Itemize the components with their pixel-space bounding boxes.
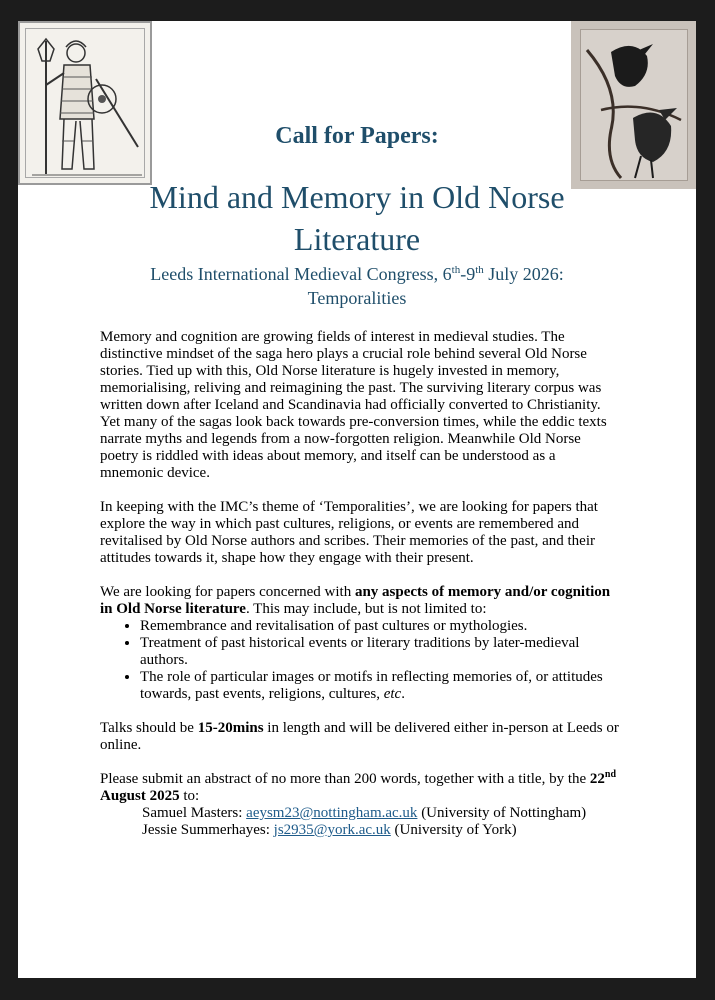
medieval-warrior-woodcut-icon [25,28,145,178]
ravens-on-branch-icon [580,29,688,181]
document-body [100,329,620,839]
scope-paragraph [100,584,620,618]
format-text: in length and will be delivered either in-person at Leeds or online. [100,720,619,753]
contact-line [100,822,620,839]
subtitle-text: -9 [460,264,476,284]
format-paragraph [100,720,620,754]
document-page [18,21,696,978]
topics-list [100,618,620,703]
email-link[interactable]: js2935@york.ac.uk [273,822,391,838]
submission-text: to: [179,788,200,804]
contact-name: Jessie Summerhayes: [142,822,274,838]
ravens-illustration [571,21,696,189]
submission-paragraph [100,771,620,805]
contact-affiliation: (University of York) [390,822,517,838]
subtitle-theme: Temporalities [307,288,407,308]
subtitle-text: July 2026: [483,264,564,284]
warrior-illustration [18,21,152,185]
scope-text: . This may include, but is not limited to: [245,601,487,617]
format-emphasis: 15-20mins [197,720,264,736]
title-line-1: Mind and Memory in Old Norse [149,179,565,215]
deadline-day: 22 [589,771,605,787]
scope-text: We are looking for papers concerned with [100,584,355,600]
list-item: • Remembrance and revitalisation of past cultures or mythologies. [140,618,620,635]
list-item-text: The role of particular images or motifs in reflecting memories of, or attitudes towards, past events, religions, cultures, [140,669,603,702]
subtitle-superscript: th [475,264,484,276]
page-title [18,176,696,260]
submission-text: Please submit an abstract of no more than 200 words, together with a title, by the [100,771,590,787]
contact-line [100,805,620,822]
format-text: Talks should be [100,720,198,736]
deadline-superscript: nd [604,769,617,780]
event-subtitle [18,262,696,310]
subtitle-superscript: th [451,264,461,276]
intro-paragraph: Memory and cognition are growing fields of interest in medieval studies. The distinctive mindset of the saga hero plays a crucial role behind several Old Norse stories. Tied up with this, Old Norse literature is hugely invested in memory, memorialising, reliving and reimagining the past. The surviving literary corpus was written down after Iceland and Scandinavia had officially converted to Christianity. Yet many of the sagas look back towards pre-conversion times, while the eddic texts narrate myths and legends from a now-forgotten religion. Meanwhile Old Norse poetry is riddled with ideas about memory, and itself can be understood as a mnemonic device. [100,329,607,481]
subtitle-text: Leeds International Medieval Congress, 6 [150,264,452,284]
contact-name: Samuel Masters: [142,805,247,821]
title-line-2: Literature [293,221,421,257]
list-item [140,669,620,703]
email-link[interactable]: aeysm23@nottingham.ac.uk [246,805,418,821]
list-item-text: . [401,686,405,702]
call-for-papers-heading: Call for Papers: [275,123,439,149]
deadline-month: August 2025 [100,788,180,804]
scope-emphasis: any aspects of memory and/or cognition in Old Norse literature [100,584,611,617]
theme-paragraph: In keeping with the IMC’s theme of ‘Temporalities’, we are looking for papers that explore the way in which past cultures, religions, or events are remembered and revitalised by Old Norse authors and scribes. Their memories of the past, and their attitudes towards it, shape how they engage with their present. [100,499,598,566]
list-item-emphasis: etc [383,686,402,702]
list-item: • Treatment of past historical events or literary traditions by later-medieval authors. [140,635,620,669]
contact-affiliation: (University of Nottingham) [417,805,587,821]
